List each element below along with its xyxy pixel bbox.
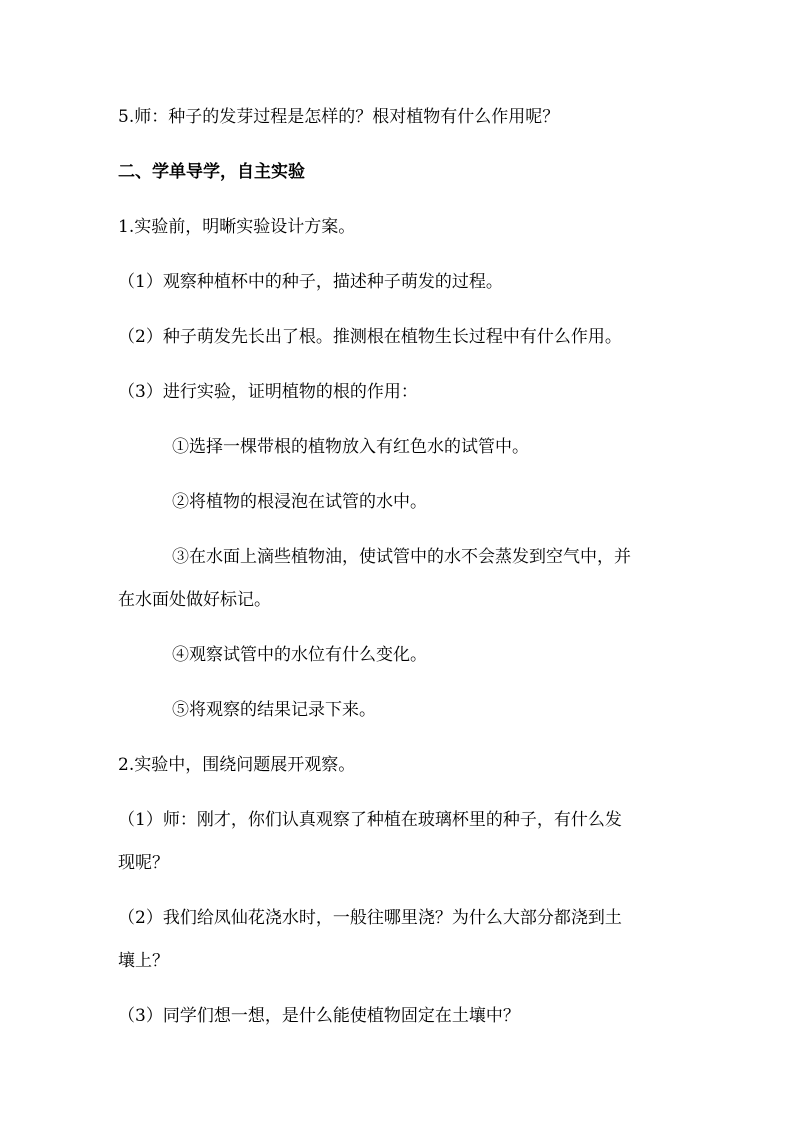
question-5: 5.师：种子的发芽过程是怎样的？根对植物有什么作用呢？	[118, 107, 560, 127]
item-2-sub-1-line-1: （1）师：刚才，你们认真观察了种植在玻璃杯里的种子，有什么发	[118, 810, 622, 830]
item-2-sub-3: （3）同学们想一想，是什么能使植物固定在土壤中？	[118, 1006, 520, 1026]
item-2-heading: 2.实验中，围绕问题展开观察。	[118, 755, 356, 775]
experiment-step-2: ②将植物的根浸泡在试管的水中。	[172, 492, 427, 512]
item-2-sub-1-line-2: 现呢？	[118, 853, 169, 873]
experiment-step-3-line-1: ③在水面上滴些植物油，使试管中的水不会蒸发到空气中，并	[172, 547, 631, 567]
experiment-step-1: ①选择一棵带根的植物放入有红色水的试管中。	[172, 437, 529, 457]
item-1-sub-2: （2）种子萌发先长出了根。推测根在植物生长过程中有什么作用。	[118, 327, 622, 347]
item-2-sub-2-line-2: 壤上？	[118, 951, 169, 971]
section-2-heading: 二、学单导学，自主实验	[118, 162, 305, 182]
experiment-step-4: ④观察试管中的水位有什么变化。	[172, 645, 427, 665]
item-2-sub-2-line-1: （2）我们给凤仙花浇水时，一般往哪里浇？为什么大部分都浇到土	[118, 908, 622, 928]
item-1-sub-1: （1）观察种植杯中的种子，描述种子萌发的过程。	[118, 272, 503, 292]
item-1-heading: 1.实验前，明晰实验设计方案。	[118, 217, 356, 237]
experiment-step-3-line-2: 在水面处做好标记。	[118, 590, 271, 610]
experiment-step-5: ⑤将观察的结果记录下来。	[172, 700, 376, 720]
item-1-sub-3: （3）进行实验，证明植物的根的作用：	[118, 382, 418, 402]
